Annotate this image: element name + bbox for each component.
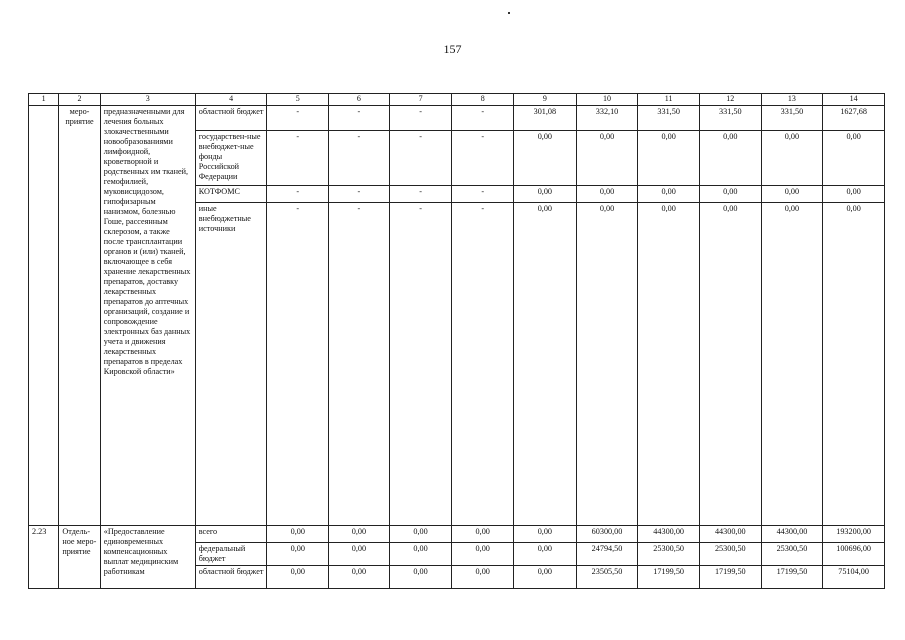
- value-cell: 0,00: [638, 186, 700, 203]
- page-number: 157: [443, 42, 462, 56]
- value-cell: 301,08: [514, 106, 577, 131]
- funding-source-cell: государствен-ные внебюджет-ные фонды Российской Федерации: [195, 131, 267, 186]
- funding-source-cell: федеральный бюджет: [195, 543, 267, 566]
- value-cell: -: [389, 186, 452, 203]
- value-cell: 0,00: [514, 203, 577, 526]
- value-cell: 331,50: [699, 106, 761, 131]
- value-cell: 100696,00: [823, 543, 885, 566]
- value-cell: 17199,50: [761, 566, 823, 589]
- header-cell: 6: [329, 94, 390, 106]
- funding-source-cell: областной бюджет: [195, 566, 267, 589]
- value-cell: 331,50: [638, 106, 700, 131]
- value-cell: 0,00: [514, 566, 577, 589]
- value-cell: -: [389, 203, 452, 526]
- value-cell: 0,00: [576, 203, 638, 526]
- description-cell: предназначенными для лечения больных злокачественными новообразованиями лимфоидной, кроветворной и родственных им тканей, гемофилией, муковисцидозом, гипофизарным нанизмом, болезнью Гоше, рассеянным склерозом, а также после трансплантации органов и (или) тканей, включающее в себя хранение лекарственных препаратов, доставку лекарственных препаратов до аптечных организаций, создание и сопровождение электронных баз данных учета и движения лекарственных препаратов в пределах Кировской области»: [100, 106, 195, 526]
- value-cell: 0,00: [514, 186, 577, 203]
- value-cell: 44300,00: [761, 526, 823, 543]
- value-cell: 23505,50: [576, 566, 638, 589]
- header-cell: 14: [823, 94, 885, 106]
- value-cell: 332,10: [576, 106, 638, 131]
- value-cell: 0,00: [267, 526, 329, 543]
- header-cell: 8: [452, 94, 514, 106]
- header-cell: 3: [100, 94, 195, 106]
- value-cell: -: [389, 131, 452, 186]
- row-number-cell: 2.23: [29, 526, 59, 589]
- header-cell: 13: [761, 94, 823, 106]
- value-cell: 0,00: [638, 203, 700, 526]
- funding-source-cell: всего: [195, 526, 267, 543]
- value-cell: 0,00: [389, 543, 452, 566]
- value-cell: -: [267, 131, 329, 186]
- value-cell: -: [452, 131, 514, 186]
- table-row: [29, 106, 885, 131]
- value-cell: 0,00: [267, 543, 329, 566]
- header-cell: 12: [699, 94, 761, 106]
- value-cell: 1627,68: [823, 106, 885, 131]
- event-type-cell: меро- приятие: [59, 106, 100, 526]
- value-cell: 0,00: [389, 566, 452, 589]
- value-cell: 193200,00: [823, 526, 885, 543]
- value-cell: -: [389, 106, 452, 131]
- value-cell: 17199,50: [638, 566, 700, 589]
- value-cell: 0,00: [452, 543, 514, 566]
- value-cell: 331,50: [761, 106, 823, 131]
- description-cell: «Предоставление единовременных компенсационных выплат медицинским работникам: [100, 526, 195, 589]
- header-cell: 1: [29, 94, 59, 106]
- value-cell: 0,00: [699, 186, 761, 203]
- scan-speck: [508, 12, 510, 14]
- value-cell: 24794,50: [576, 543, 638, 566]
- row-number-cell: [29, 106, 59, 526]
- value-cell: -: [329, 186, 390, 203]
- value-cell: 0,00: [576, 131, 638, 186]
- value-cell: -: [329, 131, 390, 186]
- value-cell: 0,00: [699, 131, 761, 186]
- value-cell: 0,00: [761, 186, 823, 203]
- header-cell: 10: [576, 94, 638, 106]
- value-cell: 0,00: [638, 131, 700, 186]
- value-cell: 0,00: [452, 566, 514, 589]
- funding-source-cell: областной бюджет: [195, 106, 267, 131]
- value-cell: -: [267, 186, 329, 203]
- value-cell: 0,00: [514, 131, 577, 186]
- value-cell: 17199,50: [699, 566, 761, 589]
- value-cell: 0,00: [452, 526, 514, 543]
- value-cell: 0,00: [329, 566, 390, 589]
- header-cell: 11: [638, 94, 700, 106]
- header-cell: 5: [267, 94, 329, 106]
- value-cell: 75104,00: [823, 566, 885, 589]
- funding-source-cell: иные внебюджетные источники: [195, 203, 267, 526]
- header-cell: 4: [195, 94, 267, 106]
- value-cell: 0,00: [389, 526, 452, 543]
- value-cell: -: [452, 203, 514, 526]
- value-cell: 0,00: [823, 131, 885, 186]
- value-cell: -: [329, 106, 390, 131]
- value-cell: -: [267, 203, 329, 526]
- value-cell: 0,00: [576, 186, 638, 203]
- value-cell: 0,00: [761, 203, 823, 526]
- value-cell: 60300,00: [576, 526, 638, 543]
- value-cell: 0,00: [329, 526, 390, 543]
- value-cell: 0,00: [823, 203, 885, 526]
- value-cell: -: [452, 106, 514, 131]
- header-cell: 2: [59, 94, 100, 106]
- value-cell: 25300,50: [699, 543, 761, 566]
- value-cell: 0,00: [514, 543, 577, 566]
- value-cell: -: [329, 203, 390, 526]
- value-cell: 0,00: [823, 186, 885, 203]
- value-cell: 0,00: [761, 131, 823, 186]
- value-cell: 0,00: [267, 566, 329, 589]
- value-cell: -: [267, 106, 329, 131]
- value-cell: 0,00: [329, 543, 390, 566]
- value-cell: 0,00: [514, 526, 577, 543]
- event-type-cell: Отдель-ное меро-приятие: [59, 526, 100, 589]
- table-row: [29, 526, 885, 543]
- value-cell: 0,00: [699, 203, 761, 526]
- header-cell: 9: [514, 94, 577, 106]
- value-cell: 25300,50: [761, 543, 823, 566]
- header-cell: 7: [389, 94, 452, 106]
- table-body: [29, 94, 885, 589]
- header-row: [29, 94, 885, 106]
- value-cell: -: [452, 186, 514, 203]
- funding-source-cell: КОТФОМС: [195, 186, 267, 203]
- value-cell: 25300,50: [638, 543, 700, 566]
- budget-table: [28, 93, 885, 589]
- value-cell: 44300,00: [699, 526, 761, 543]
- value-cell: 44300,00: [638, 526, 700, 543]
